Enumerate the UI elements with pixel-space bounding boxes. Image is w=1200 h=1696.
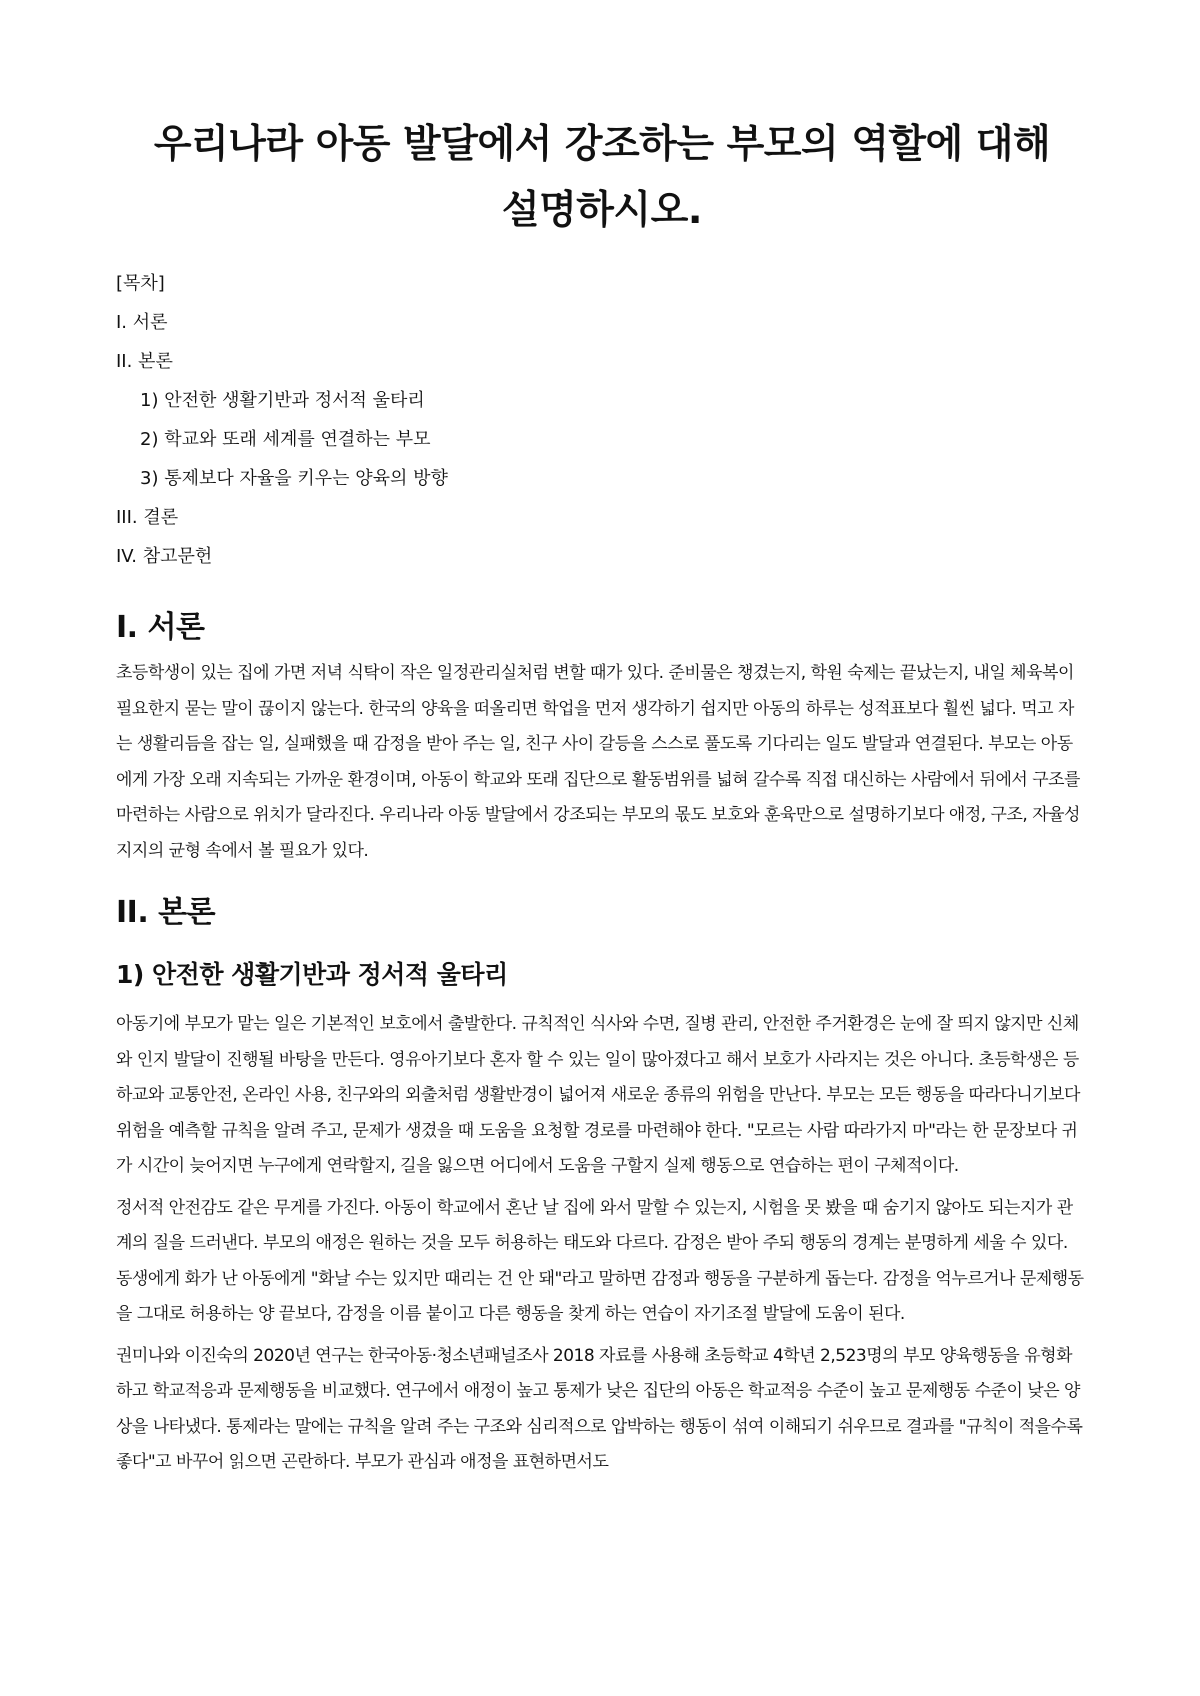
section-heading-intro: I. 서론 (116, 610, 205, 645)
toc-item-body-3: 3) 통제보다 자율을 키우는 양육의 방향 (140, 468, 448, 489)
toc-heading: [목차] (116, 273, 165, 294)
toc-item-body: II. 본론 (116, 351, 173, 372)
intro-paragraph: 초등학생이 있는 집에 가면 저녁 식탁이 작은 일정관리실처럼 변할 때가 있다. 준비물은 챙겼는지, 학원 숙제는 끝났는지, 내일 체육복이 필요한지 묻는 말이 끊이지 않는다. 한국의 양육을 떠올리면 학업을 먼저 생각하기 쉽지만 아동의 하루는 성적표보다 훨씬 넓다. 먹고 자는 생활리듬을 잡는 일, 실패했을 때 감정을 받아 주는 일, 친구 사이 갈등을 스스로 풀도록 기다리는 일도 발달과 연결된다. 부모는 아동에게 가장 오래 지속되는 가까운 환경이며, 아동이 학교와 또래 집단으로 활동범위를 넓혀 갈수록 직접 대신하는 사람에서 뒤에서 구조를 마련하는 사람으로 위치가 달라진다. 우리나라 아동 발달에서 강조되는 부모의 몫도 보호와 훈육만으로 설명하기보다 애정, 구조, 자율성 지지의 균형 속에서 볼 필요가 있다. (116, 663, 1080, 861)
title-block (116, 0, 1088, 244)
toc-item-body-1: 1) 안전한 생활기반과 정서적 울타리 (140, 390, 425, 411)
toc-item-conclusion: III. 결론 (116, 507, 179, 528)
section-heading-body: II. 본론 (116, 895, 216, 930)
toc-item-intro: I. 서론 (116, 312, 168, 333)
body-paragraph-1: 아동기에 부모가 맡는 일은 기본적인 보호에서 출발한다. 규칙적인 식사와 수면, 질병 관리, 안전한 주거환경은 눈에 잘 띄지 않지만 신체와 인지 발달이 진행될 바탕을 만든다. 영유아기보다 혼자 할 수 있는 일이 많아졌다고 해서 보호가 사라지는 것은 아니다. 초등학생은 등하교와 교통안전, 온라인 사용, 친구와의 외출처럼 생활반경이 넓어져 새로운 종류의 위험을 만난다. 부모는 모든 행동을 따라다니기보다 위험을 예측할 규칙을 알려 주고, 문제가 생겼을 때 도움을 요청할 경로를 마련해야 한다. "모르는 사람 따라가지 마"라는 한 문장보다 귀가 시간이 늦어지면 누구에게 연락할지, 길을 잃으면 어디에서 도움을 구할지 실제 행동으로 연습하는 편이 구체적이다. (116, 1014, 1080, 1176)
table-of-contents (116, 264, 1084, 576)
toc-item-body-2: 2) 학교와 또래 세계를 연결하는 부모 (140, 429, 431, 450)
body-paragraph-2: 정서적 안전감도 같은 무게를 가진다. 아동이 학교에서 혼난 날 집에 와서 말할 수 있는지, 시험을 못 봤을 때 숨기지 않아도 되는지가 관계의 질을 드러낸다. 부모의 애정은 원하는 것을 모두 허용하는 태도와 다르다. 감정은 받아 주되 행동의 경계는 분명하게 세울 수 있다. 동생에게 화가 난 아동에게 "화날 수는 있지만 때리는 건 안 돼"라고 말하면 감정과 행동을 구분하게 돕는다. 감정을 억누르거나 문제행동을 그대로 허용하는 양 끝보다, 감정을 이름 붙이고 다른 행동을 찾게 하는 연습이 자기조절 발달에 도움이 된다. (116, 1197, 1084, 1324)
body-paragraph-3: 권미나와 이진숙의 2020년 연구는 한국아동·청소년패널조사 2018 자료를 사용해 초등학교 4학년 2,523명의 부모 양육행동을 유형화하고 학교적응과 문제행동을 비교했다. 연구에서 애정이 높고 통제가 낮은 집단의 아동은 학교적응 수준이 높고 문제행동 수준이 낮은 양상을 나타냈다. 통제라는 말에는 규칙을 알려 주는 구조와 심리적으로 압박하는 행동이 섞여 이해되기 쉬우므로 결과를 "규칙이 적을수록 좋다"고 바꾸어 읽으면 곤란하다. 부모가 관심과 애정을 표현하면서도 (116, 1345, 1083, 1472)
toc-item-references: IV. 참고문헌 (116, 546, 213, 567)
subsection-heading-1: 1) 안전한 생활기반과 정서적 울타리 (116, 960, 508, 989)
document-title: 우리나라 아동 발달에서 강조하는 부모의 역할에 대해 설명하시오. (153, 122, 1051, 233)
